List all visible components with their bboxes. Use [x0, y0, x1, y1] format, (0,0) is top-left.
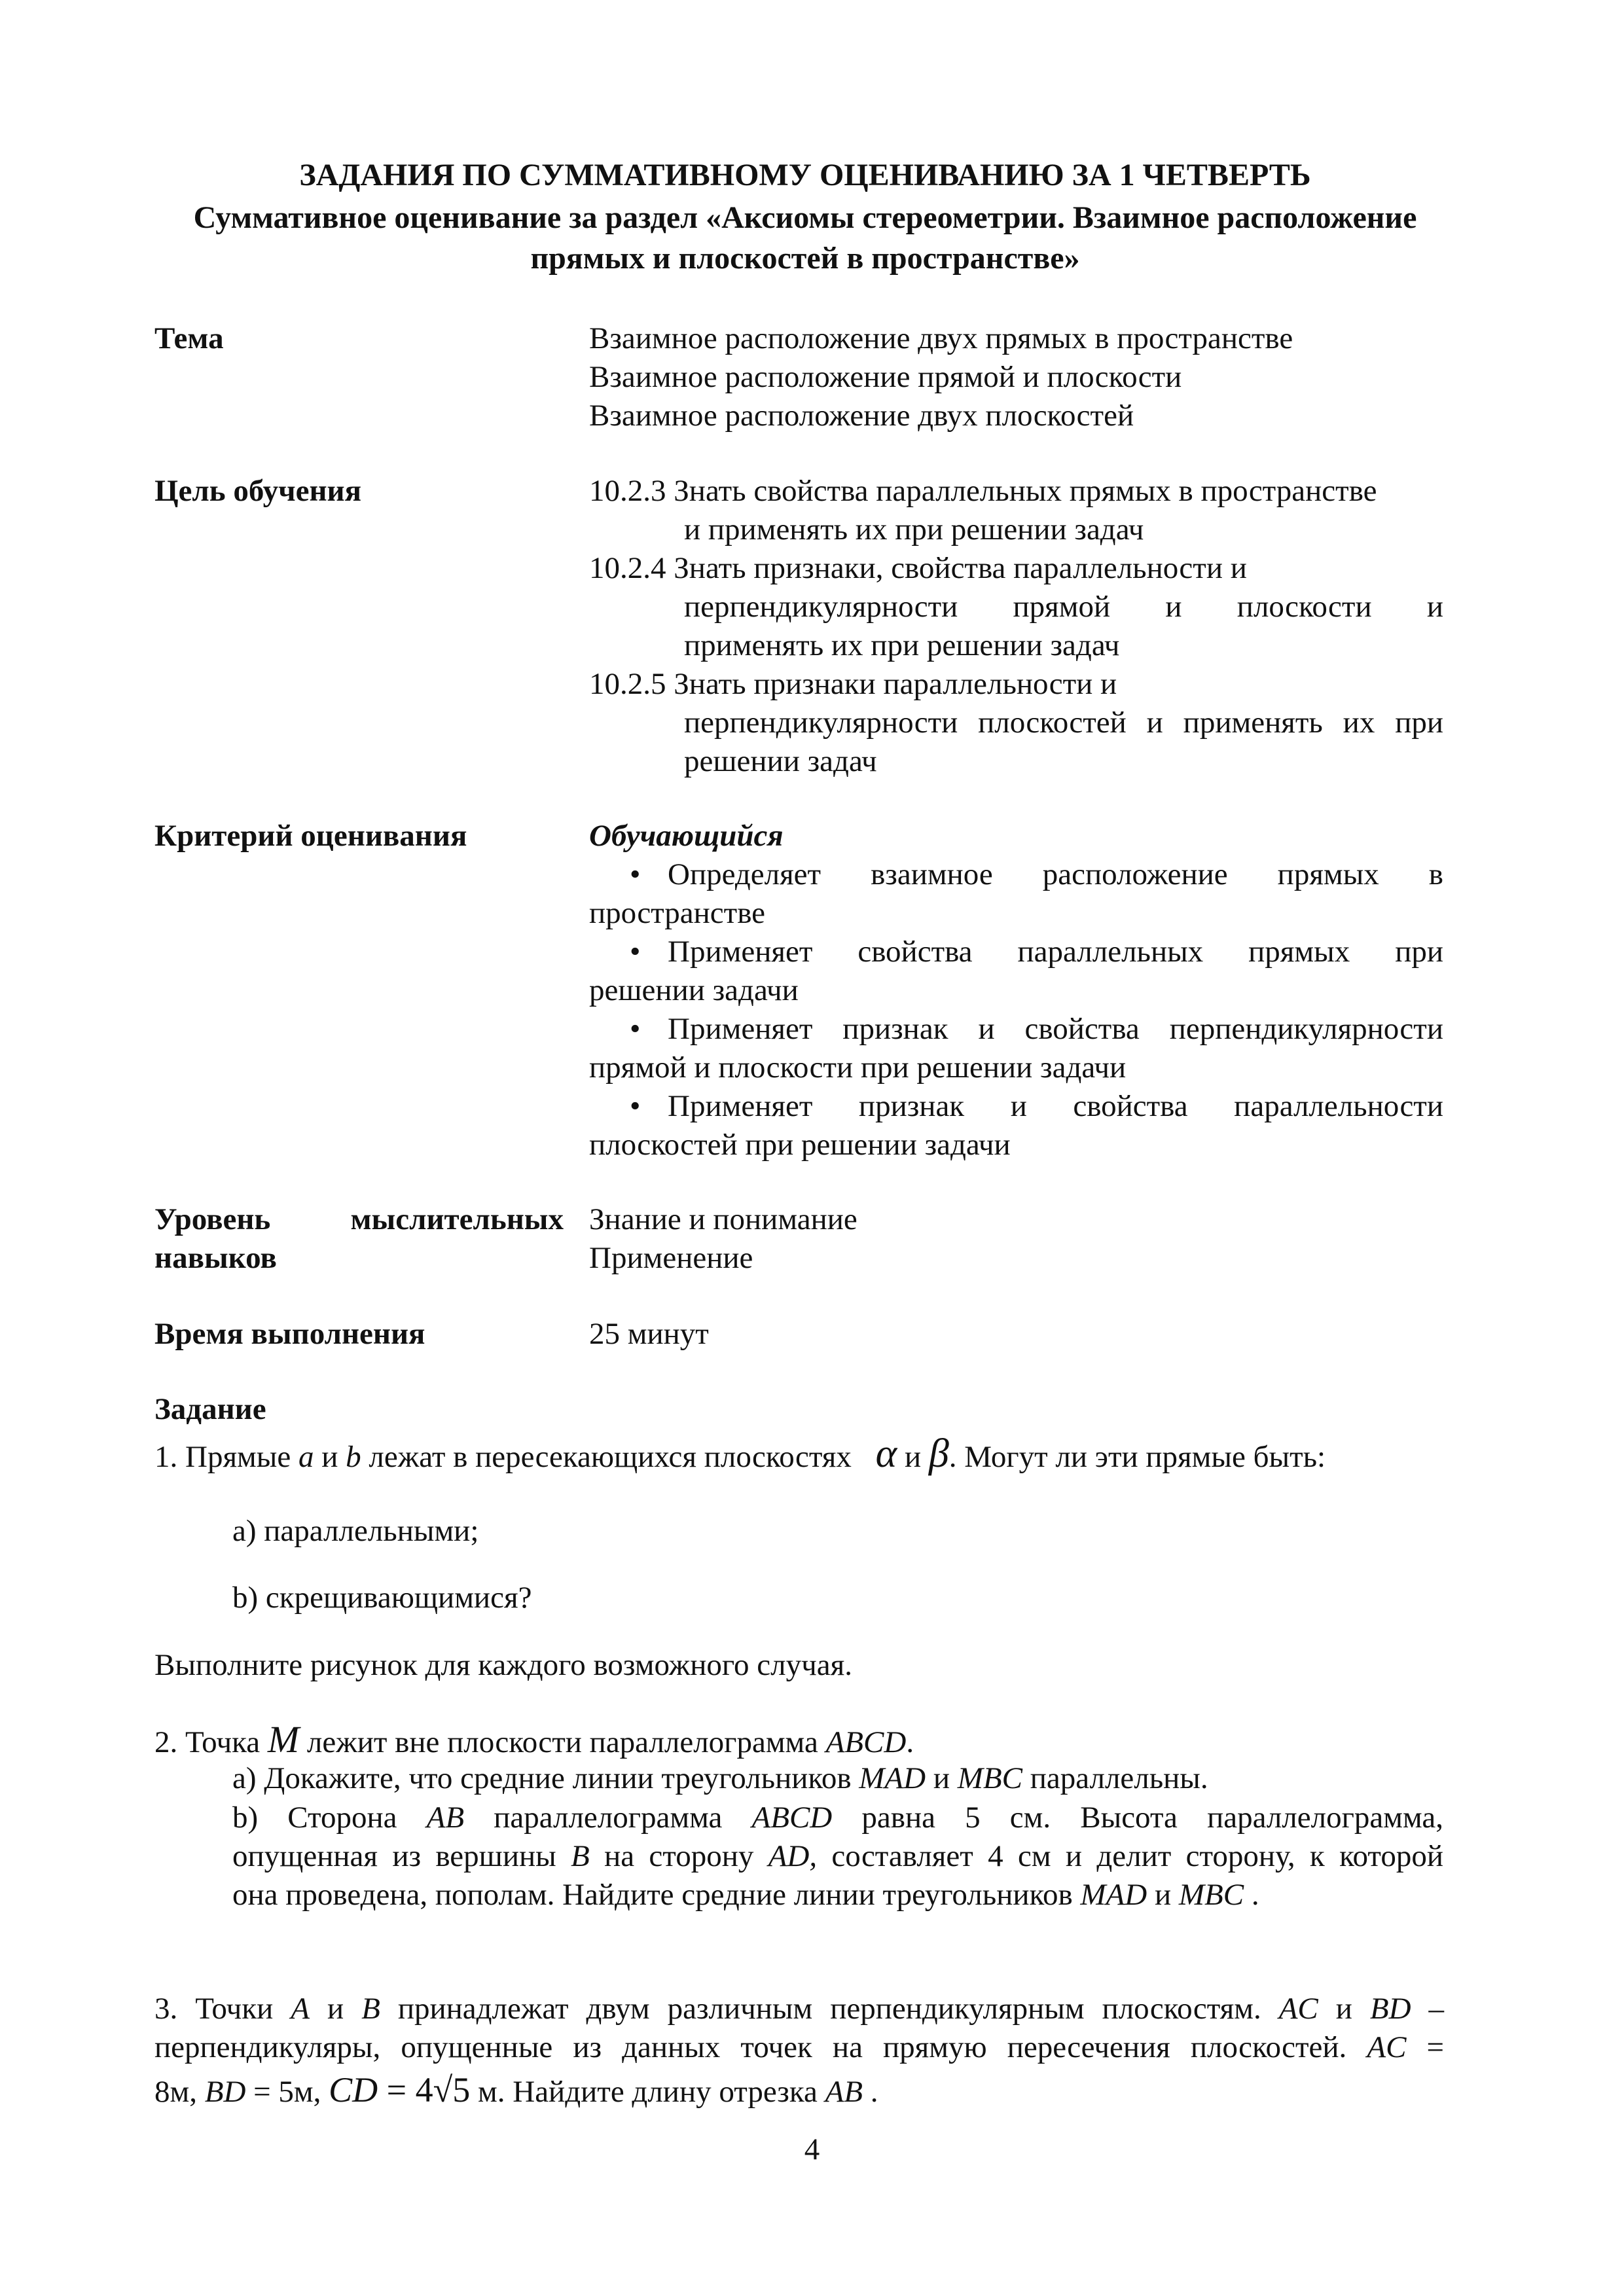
- criteria-item: • Применяет признак и свойства параллельности: [589, 1087, 1443, 1126]
- time-value: 25 минут: [589, 1317, 709, 1351]
- goal-item: 10.2.4 Знать признаки, свойства параллельности и: [589, 551, 1247, 585]
- goal-item-cont: и применять их при решении задач: [684, 512, 1144, 547]
- criteria-item-cont: пространстве: [589, 896, 765, 930]
- task2-text: 2. Точка M лежит вне плоскости параллелограмма ABCD.: [154, 1718, 914, 1761]
- task2-part-b: [232, 1799, 1443, 1914]
- task1-option-a: a) параллельными;: [232, 1514, 479, 1548]
- task3-line: 3. Точки A и B принадлежат двум различным перпендикулярным плоскостям. AC и BD –: [154, 1992, 1445, 2026]
- criteria-label: Критерий оценивания: [154, 819, 467, 853]
- goal-label: Цель обучения: [154, 474, 362, 508]
- topic-values: [589, 319, 1443, 435]
- skills-value: Применение: [589, 1241, 753, 1275]
- task1-text: 1. Прямые a и b лежат в пересекающихся плоскостях α и β. Могут ли эти прямые быть:: [154, 1431, 1326, 1476]
- topic-label: Тема: [154, 321, 224, 355]
- time-label: Время выполнения: [154, 1317, 425, 1351]
- task3-text: [154, 1990, 1444, 2111]
- task3-line: 8м, BD = 5м, CD = 4√5 м. Найдите длину отрезка AB .: [154, 2070, 878, 2109]
- goal-item: 10.2.3 Знать свойства параллельных прямых в пространстве: [589, 474, 1377, 508]
- criteria-item: • Применяет свойства параллельных прямых при: [589, 933, 1443, 971]
- criteria-title: Обучающийся: [589, 819, 784, 853]
- skills-label: [154, 1200, 564, 1278]
- page-subtitle: [151, 198, 1460, 279]
- goal-item-cont: решении задач: [684, 744, 877, 778]
- task2-part-b-line: она проведена, пополам. Найдите средние линии треугольников MAD и MBC .: [232, 1878, 1259, 1912]
- page-number: 4: [804, 2132, 820, 2166]
- task2-part-b-line: b) Сторона AB параллелограмма ABCD равна 5 см. Высота параллелограмма,: [232, 1801, 1443, 1835]
- topic-line: Взаимное расположение прямой и плоскости: [589, 360, 1182, 394]
- topic-line: Взаимное расположение двух плоскостей: [589, 399, 1134, 433]
- topic-line: Взаимное расположение двух прямых в пространстве: [589, 321, 1293, 355]
- subtitle-line: прямых и плоскостей в пространстве»: [530, 241, 1080, 276]
- goal-item-cont: применять их при решении задач: [684, 628, 1120, 662]
- goal-item-cont: перпендикулярности плоскостей и применять их при: [684, 706, 1443, 740]
- subtitle-line: Суммативное оценивание за раздел «Аксиомы стереометрии. Взаимное расположение: [193, 200, 1417, 235]
- task1-option-b: b) скрещивающимися?: [232, 1581, 532, 1615]
- criteria-item: • Применяет признак и свойства перпендикулярности: [589, 1010, 1443, 1049]
- criteria-item-cont: плоскостей при решении задачи: [589, 1128, 1011, 1162]
- task2-part-b-line: опущенная из вершины B на сторону AD, составляет 4 см и делит сторону, к которой: [232, 1839, 1443, 1873]
- criteria-item: • Определяет взаимное расположение прямых в: [589, 855, 1443, 894]
- goal-item-cont: перпендикулярности прямой и плоскости и: [684, 590, 1443, 624]
- tasks-title: Задание: [154, 1392, 266, 1426]
- task1-note: Выполните рисунок для каждого возможного случая.: [154, 1648, 852, 1682]
- skills-value: Знание и понимание: [589, 1202, 857, 1236]
- criteria-item-cont: прямой и плоскости при решении задачи: [589, 1050, 1127, 1085]
- criteria-item-cont: решении задачи: [589, 973, 799, 1007]
- criteria-values: [589, 817, 1443, 1164]
- task2-part-a: a) Докажите, что средние линии треугольников MAD и MBC параллельны.: [232, 1761, 1208, 1795]
- skills-values: [589, 1200, 1443, 1278]
- task3-line: перпендикуляры, опущенные из данных точек на прямую пересечения плоскостей. AC =: [154, 2030, 1444, 2064]
- skills-label-line: Уровень мыслительных: [154, 1202, 564, 1236]
- goal-values: [589, 472, 1443, 781]
- skills-label-line: навыков: [154, 1241, 277, 1275]
- page-title: ЗАДАНИЯ ПО СУММАТИВНОМУ ОЦЕНИВАНИЮ ЗА 1 ЧЕТВЕРТЬ: [299, 158, 1311, 192]
- goal-item: 10.2.5 Знать признаки параллельности и: [589, 667, 1117, 701]
